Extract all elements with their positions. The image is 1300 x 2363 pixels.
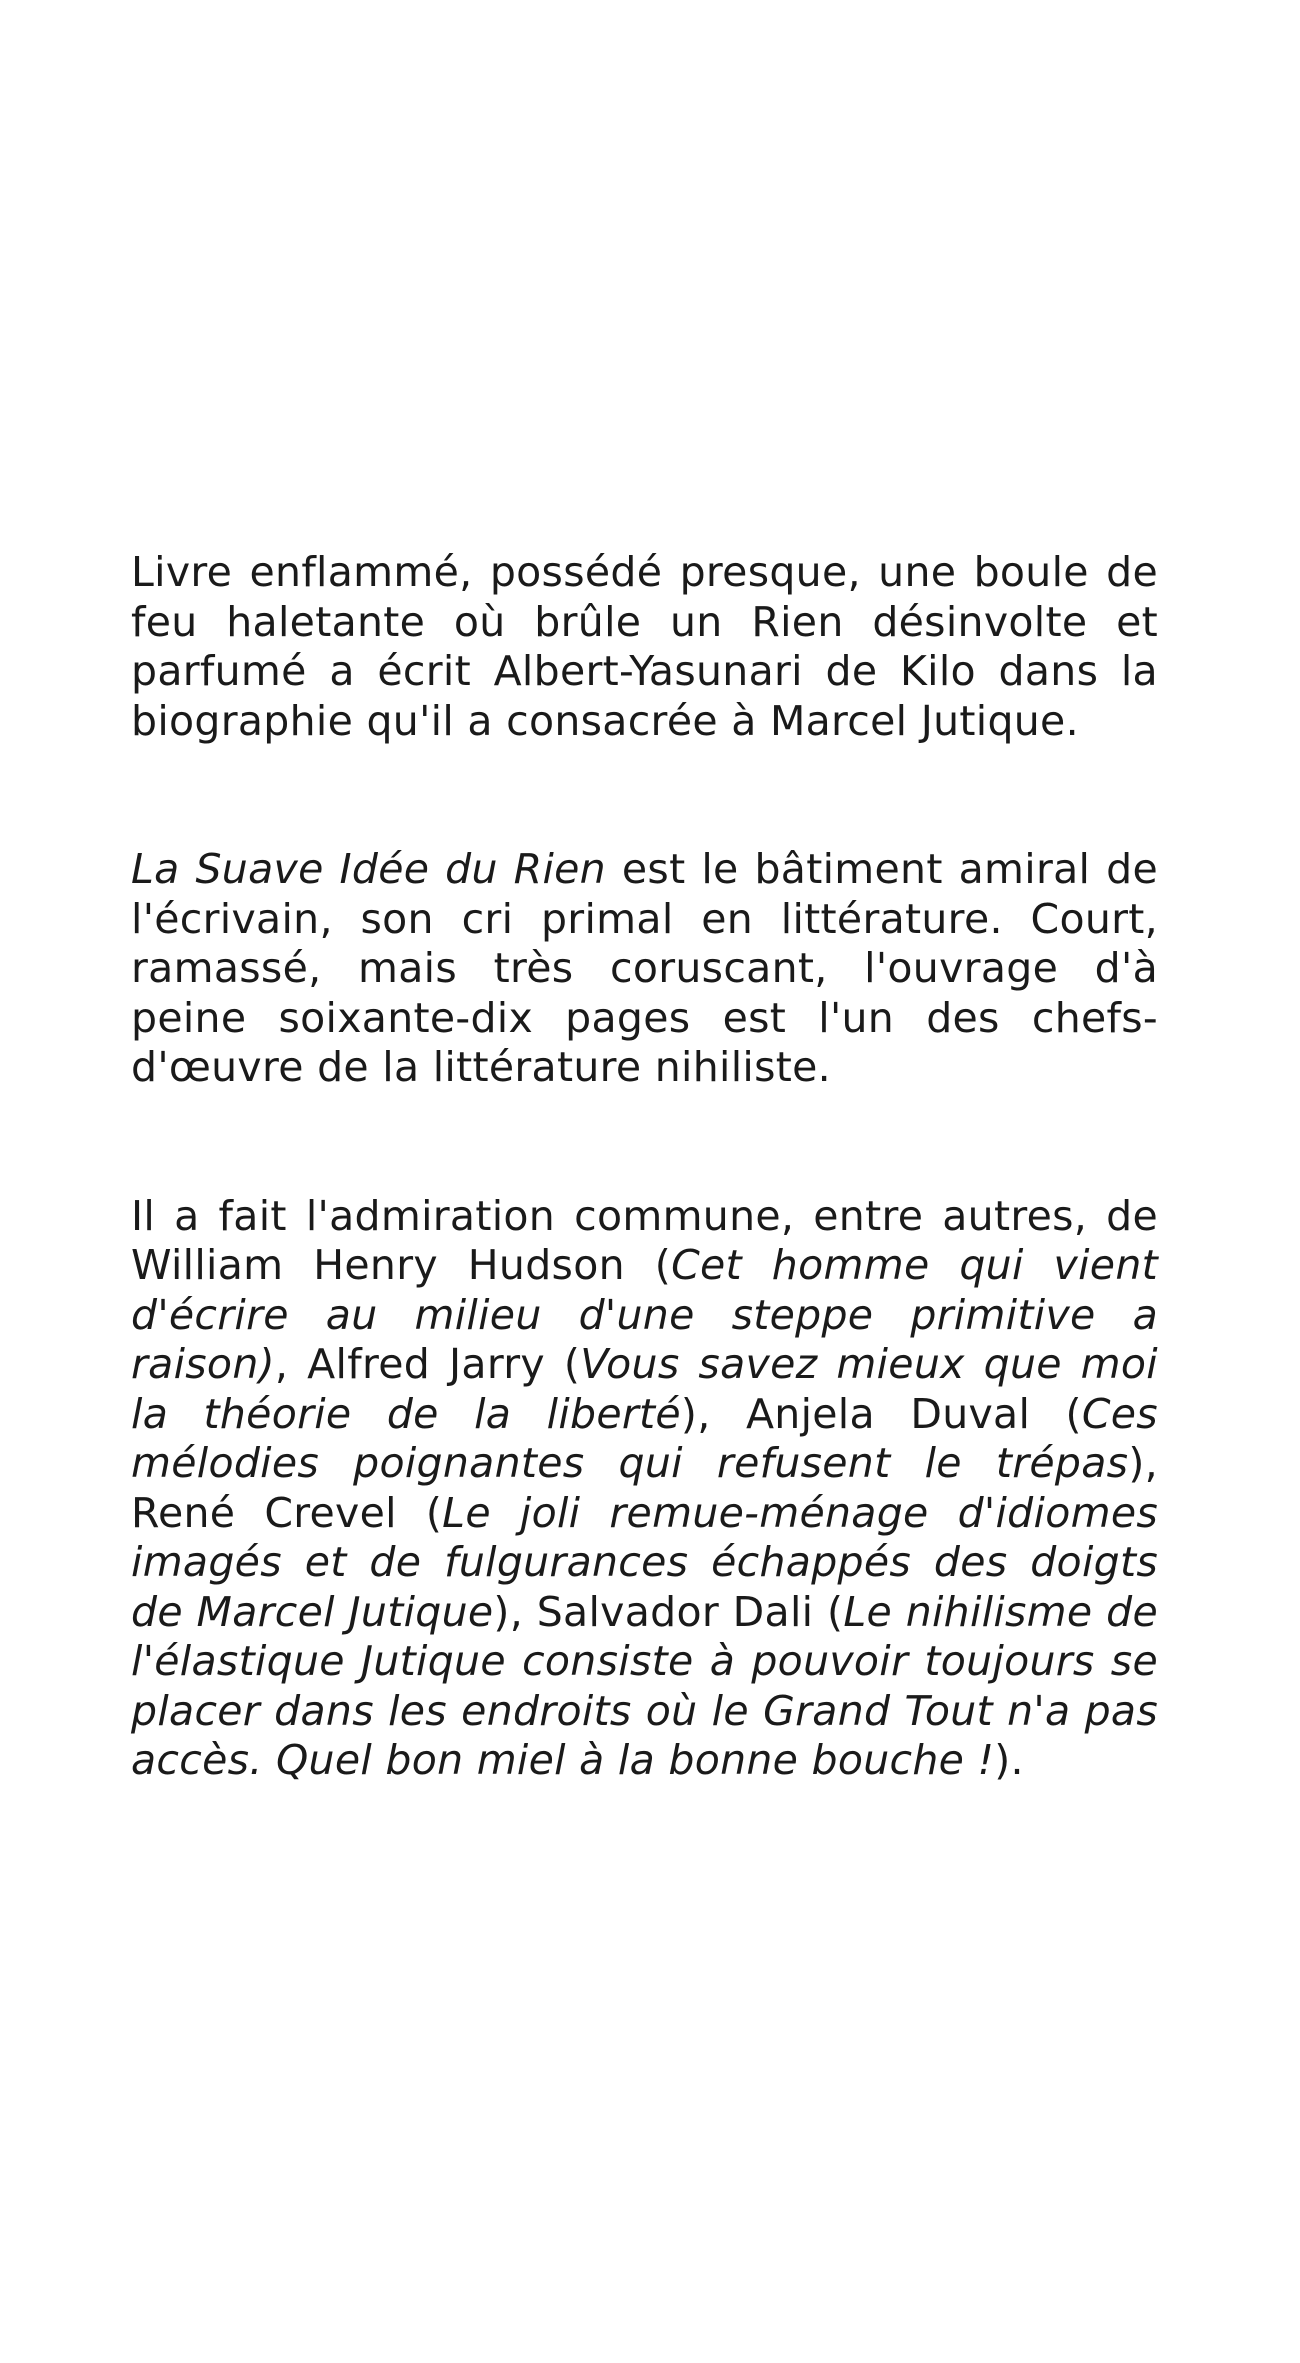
paragraph-text: ), René Crevel ( (131, 1439, 1158, 1537)
paragraph-text: , Alfred Jarry ( (274, 1340, 581, 1388)
paragraph-text: ). (994, 1736, 1024, 1784)
paragraph-flagship (131, 845, 1158, 1093)
paragraph-text: Livre enflammé, possédé presque, une boule de feu haletante où brûle un Rien désinvolte et parfumé a écrit Albert-Yasunari de Kilo dans la biographie qu'il a consacrée à Marcel Jutique. (131, 548, 1158, 745)
paragraph-text: ), Anjela Duval ( (680, 1389, 1082, 1438)
paragraph-text: Il a fait l'admiration commune, entre autres, de William Henry Hudson ( (131, 1191, 1158, 1289)
quote-dali: Le nihilisme de l'élastique Jutique consiste à pouvoir toujours se placer dans les endroits où le Grand Tout n'a pas accès. Quel bon miel à la bonne bouche ! (131, 1587, 1158, 1784)
quote-hudson: Cet homme qui vient d'écrire au milieu d'une steppe primitive a raison) (131, 1241, 1158, 1388)
paragraph-text: ), Salvador Dali ( (493, 1587, 844, 1636)
book-title: La Suave Idée du Rien (131, 845, 606, 893)
paragraph-text: est le bâtiment amiral de l'écrivain, son cri primal en littérature. Court, ramassé, mais très coruscant, l'ouvrage d'à peine soixante-dix pages est l'un des chefs-d'œuvre de la littérature nihiliste. (131, 845, 1158, 1091)
quote-crevel: Le joli remue-ménage d'idiomes imagés et de fulgurances échappés des doigts de Marcel Jutique (131, 1488, 1159, 1636)
quote-duval: Ces mélodies poignantes qui refusent le trépas (131, 1389, 1158, 1487)
paragraph-admirers (131, 1192, 1158, 1786)
quote-jarry: Vous savez mieux que moi la théorie de la liberté (131, 1340, 1159, 1438)
document-page (131, 548, 1158, 1786)
paragraph-intro (131, 548, 1158, 746)
